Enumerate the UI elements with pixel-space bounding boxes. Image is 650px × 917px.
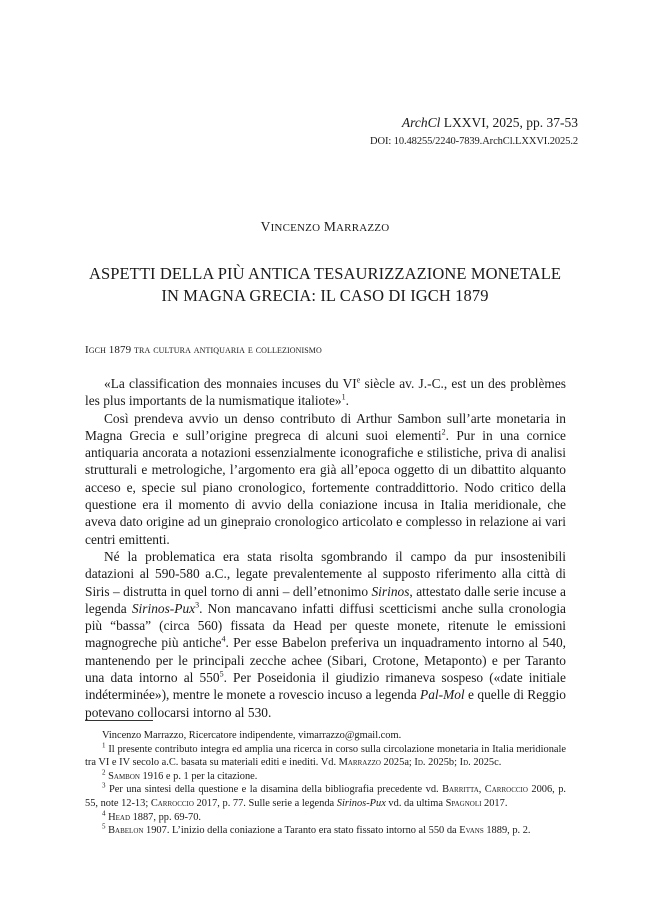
footnote-4: $^4$ Head 1887, pp. 69-70. xyxy=(102,809,201,823)
title-line-2: IN MAGNA GRECIA: IL CASO DI IGCH 1879 xyxy=(161,286,489,305)
footnote-2: $^2$ Sambon 1916 e p. 1 per la citazione. xyxy=(102,768,258,782)
footnote-3: $^3$ Per una sintesi della questione e la disamina della bibliografia precedente vd. Barritta, Carroccio 2006, p. 55, note 12-13; Carroccio 2017, p. 77. Sulle serie a legenda Sirinos-Pux vd. da ultima Spagnoli 2017. xyxy=(85,781,566,809)
article-title xyxy=(60,263,590,307)
footnotes xyxy=(85,729,566,838)
footnote-divider xyxy=(85,720,153,721)
footnote-ref: 1 xyxy=(341,392,346,402)
author-name: VINCENZO MARRAZZO xyxy=(260,219,390,234)
journal-abbrev: ArchCl xyxy=(401,115,441,130)
footnote-5: $^5$ Babelon 1907. L’inizio della coniazione a Taranto era stato fissato intorno al 550 da Evans 1889, p. 2. xyxy=(102,822,531,837)
journal-citation xyxy=(402,115,578,131)
footnote-ref: 2 xyxy=(441,427,446,437)
author-note: Vincenzo Marrazzo, Ricercatore indipendente, vimarrazzo@gmail.com. xyxy=(102,730,402,741)
footnote-ref: 4 xyxy=(221,634,226,644)
title-line-1: ASPETTI DELLA PIÙ ANTICA TESAURIZZAZIONE MONETALE xyxy=(88,264,562,283)
citation-details: LXXVI, 2025, pp. 37-53 xyxy=(440,115,578,130)
section-heading: Igch 1879 tra cultura antiquaria e collezionismo xyxy=(85,344,322,356)
paragraph-3: Né la problematica era stata risolta sgombrando il campo da pur insostenibili datazioni al 590-580 a.C., legate prevalentemente al supposto riferimento alla città di Siris – distrutta in quel torno di anni – dell’etnonimo Sirinos, attestato dalle serie incuse a legenda Sirinos-Pux$^3$. Non mancavano infatti diffusi scetticismi anche sulla cronologia più “bassa” (circa 560) fissata da Head per queste monete, ritenute le emissioni magnogreche più antiche$^4$. Per esse Babelon preferiva un inquadramento intorno al 540, mantenendo per le principali zecche achee (Sibari, Crotone, Metaponto) e per Taranto una data intorno al $550^5$. Per Poseidonia il giudizio rimaneva sospeso («date initiale indéterminée»), mentre le monete a rovescio incuso a legenda Pal-Mol e quelle di Reggio potevano collocarsi intorno al 530. xyxy=(85,548,567,720)
footnote-1: $^1$ Il presente contributo integra ed amplia una ricerca in corso sulla circolazione monetaria in Italia meridionale tra VI e IV secolo a.C. basata su materiali editi e inediti. Vd. Marrazzo 2025a; Id. 2025b; Id. 2025c. xyxy=(85,741,566,769)
footnote-ref: 5 xyxy=(219,669,224,679)
body-text xyxy=(85,375,566,721)
paragraph-1: «La classification des monnaies incuses du VIe siècle av. J.-C., est un des problèmes les plus importants de la numismatique italiote»$^1$. xyxy=(85,375,566,409)
paragraph-2: Così prendeva avvio un denso contributo di Arthur Sambon sull’arte monetaria in Magna Grecia e sull’origine pregreca di alcuni suoi elementi$^2$. Pur in una cornice antiquaria ancorata a notazioni essenzialmente iconografiche e stilistiche, priva di analisi strutturali e metrologiche, l’argomento era già all’epoca oggetto di un dibattito alquanto acceso e, specie sul piano cronologico, fortemente contraddittorio. Nodo critico della questione era il momento di avvio della coniazione incusa in Italia meridionale, che aveva dato origine ad un ginepraio cronologico articolato e complesso in relazione ai vari centri emittenti. xyxy=(85,410,566,547)
footnote-ref: 3 xyxy=(195,600,200,610)
doi-line: DOI: 10.48255/2240-7839.ArchCl.LXXVI.2025.2 xyxy=(369,136,578,147)
